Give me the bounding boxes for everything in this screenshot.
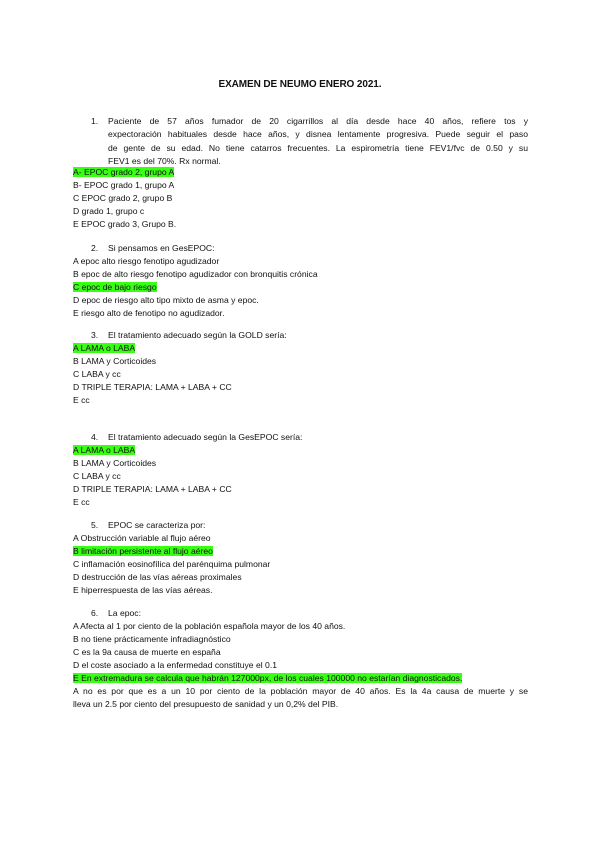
answer-option: E riesgo alto de fenotipo no agudizador. [73,308,225,318]
answer-option: E cc [73,395,90,405]
question-1-line: de gente de su edad. No tiene catarros frecuentes. La espirometría tiene FEV1/fvc de 0.50 y su [108,142,528,153]
question-1-line: Paciente de 57 años fumador de 20 cigarrillos al día desde hace 40 años, refiere tos y [108,116,528,126]
answer-option: B LAMA y Corticoides [73,458,157,468]
question-number: 6. [91,608,99,618]
answer-option-correct: E En extremadura se calcula que habrán 127000px, de los cuales 100000 no estarían diagnosticados. [73,673,463,683]
answer-option: D destrucción de las vías aéreas proximales [73,572,242,582]
answer-option: A epoc alto riesgo fenotipo agudizador [73,256,220,266]
answer-option: C es la 9a causa de muerte en españa [73,647,221,657]
answer-option: D el coste asociado a la enfermedad constituye el 0.1 [73,660,277,670]
answer-option-correct: A LAMA o LABA [73,343,136,353]
answer-option: E cc [73,497,90,507]
explanation-line: A no es por que es a un 10 por ciento de la población mayor de 40 años. Es la 4a causa de muerte y se [73,686,528,696]
answer-option: D TRIPLE TERAPIA: LAMA + LABA + CC [73,382,232,392]
question-1-line: expectoración habituales desde hace años, y disnea lentamente progresiva. Puede seguir el paso [108,129,528,140]
explanation-note [73,685,528,712]
question-3-text: El tratamiento adecuado según la GOLD sería: [108,330,287,340]
question-number: 3. [91,330,99,340]
answer-option: C LABA y cc [73,471,121,481]
answer-option: A Afecta al 1 por ciento de la población española mayor de los 40 años. [73,621,346,631]
question-1-text [108,115,528,169]
answer-option: D TRIPLE TERAPIA: LAMA + LABA + CC [73,484,232,494]
answer-option-correct: A LAMA o LABA [73,445,136,455]
answer-option: B no tiene prácticamente infradiagnóstico [73,634,231,644]
explanation-line: lleva un 2.5 por ciento del presupuesto de sanidad y un 0,2% del PIB. [73,699,339,710]
question-5-text: EPOC se caracteriza por: [108,520,206,530]
answer-option: C EPOC grado 2, grupo B [73,193,173,203]
question-2-text: Si pensamos en GesEPOC: [108,243,215,253]
question-1-line: FEV1 es del 70%. Rx normal. [108,156,221,167]
answer-option: B LAMA y Corticoides [73,356,157,366]
answer-option: A Obstrucción variable al flujo aéreo [73,533,211,543]
exam-title: EXAMEN DE NEUMO ENERO 2021. [218,79,382,90]
answer-option: E EPOC grado 3, Grupo B. [73,219,177,229]
answer-option-correct: C epoc de bajo riesgo [73,282,157,292]
answer-option: B epoc de alto riesgo fenotipo agudizador con bronquitis crónica [73,269,318,279]
answer-option: D grado 1, grupo c [73,206,145,216]
answer-option-correct: B limitación persistente al flujo aéreo [73,546,213,556]
answer-option: C inflamación eosinofílica del parénquima pulmonar [73,559,271,569]
question-4-text: El tratamiento adecuado según la GesEPOC sería: [108,432,303,442]
question-number: 1. [91,116,99,126]
answer-option: B- EPOC grado 1, grupo A [73,180,175,190]
answer-option: D epoc de riesgo alto tipo mixto de asma y epoc. [73,295,259,305]
question-number: 2. [91,243,99,253]
answer-option: C LABA y cc [73,369,121,379]
question-number: 5. [91,520,99,530]
answer-option: E hiperrespuesta de las vías aéreas. [73,585,213,595]
answer-option-correct: A- EPOC grado 2, grupo A [73,167,175,177]
question-6-text: La epoc: [108,608,141,618]
question-number: 4. [91,432,99,442]
